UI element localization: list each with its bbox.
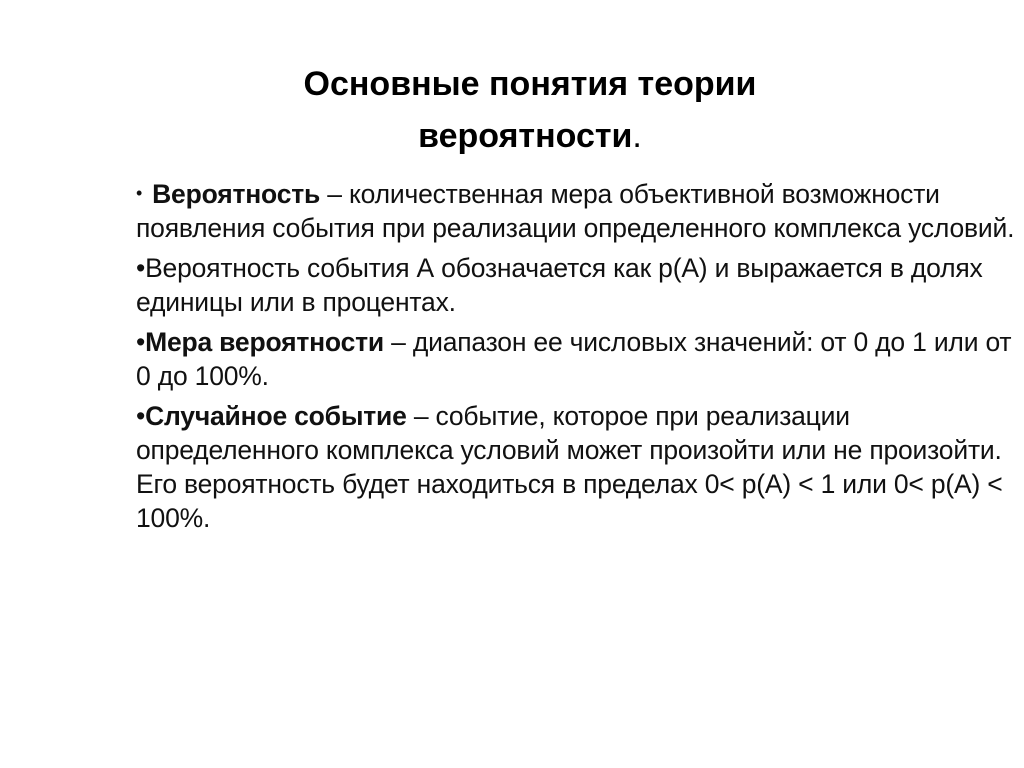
bullet-icon: • (136, 401, 146, 431)
notation-text: Вероятность события А обозначается как р(А) и выражается в долях единицы или в процентах. (136, 253, 983, 317)
bullet-icon: • (136, 327, 146, 357)
definition-measure: – диапазон ее числовых значений: от 0 до 1 или от 0 до 100%. (136, 327, 1012, 391)
bullet-icon: • (136, 253, 146, 283)
bullet-item-random-event (136, 399, 1016, 535)
slide-title (180, 58, 880, 162)
title-period: . (632, 117, 642, 155)
title-line-1: Основные понятия теории (303, 65, 757, 103)
bullet-list (136, 176, 1016, 541)
title-line-2-text: вероятности (418, 117, 633, 155)
bullet-item-notation (136, 251, 1016, 319)
definition-probability: – количественная мера объективной возможности появления события при реализации определенного комплекса условий. (136, 179, 1015, 243)
bullet-icon: • (136, 183, 143, 203)
bullet-item-measure (136, 325, 1016, 393)
definition-random-event: – событие, которое при реализации определенного комплекса условий может произойти или не произойти. Его вероятность будет находиться в пределах 0< р(А) < 1 или 0< р(А) < 100%. (136, 401, 1003, 533)
term-probability: Вероятность (152, 179, 321, 209)
title-line-2 (180, 110, 880, 162)
term-random-event: Случайное событие (145, 401, 407, 431)
term-measure: Мера вероятности (145, 327, 384, 357)
bullet-item-probability (136, 176, 1016, 245)
